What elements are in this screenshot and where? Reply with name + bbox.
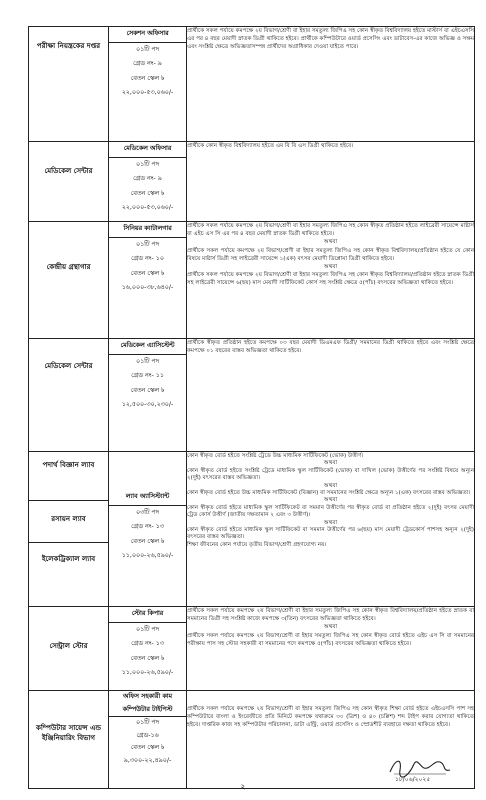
qualification-text: কোন স্বীকৃত বোর্ড হইতে মাধ্যমিক স্কুল সার্টিফিকেট বা সমমান উত্তীর্ণের পর স্বীকৃত বোর্ড বা প্রতিষ্ঠান হইতে ২(দুই) বৎসর মেয়াদী ট্রেড কোর্স উত্তীর্ণ (জাতীয় দক্ষতামান ২ এবং ৩ উত্তীর্ণ)। — [187, 504, 474, 519]
post-name: মেডিকেল অফিসার — [123, 145, 172, 152]
post-grade: গ্রেড নং- ১৩ — [131, 640, 164, 647]
post-name: মেডিকেল এ্যাসিস্টেন্ট — [120, 342, 175, 349]
qualification-cell — [187, 222, 475, 339]
chemistry-lab-label: রসায়ন ল্যাব — [51, 515, 86, 523]
qualification-text: প্রার্থীকে সকল পর্যায়ে কমপক্ষে ২য় বিভাগ/শ্রেণী বা ইহার সমতুল্য জিপিএ সহ কোন স্বীকৃত বিশ্ববিদ্যালয়/প্রতিষ্ঠান হইতে স্নাতক বা সমমানের ডিগ্রী সহ সংশ্লিষ্ট কাজে কমপক্ষে ৩(তিন) বৎসরের অভিজ্ঞতা থাকিতে হইবে। — [187, 608, 474, 623]
qualification-text: কোন স্বীকৃত বোর্ড হইতে সংশ্লিষ্ট ট্রেডে উচ্চ মাধ্যমিক সার্টিফিকেট (ভোক) উত্তীর্ণ। — [187, 453, 364, 459]
table-row — [29, 607, 475, 691]
or-separator: অথবা — [323, 519, 338, 526]
pay-scale-label: বেতন স্কেল ৳ — [130, 744, 165, 751]
department-stack — [29, 452, 109, 607]
department-cell: মেডিকেল সেন্টার — [44, 362, 93, 370]
post-name: সেকশন অফিসার — [126, 30, 169, 37]
qualification-text: কোন স্বীকৃত বোর্ড হইতে মাধ্যমিক স্কুল সার্টিফিকেট বা সমমান উত্তীর্ণের পর ৬(ছয়) মাস মেয়াদী ট্রেডকোর্স পাশসহ অন্যূন ২(দুই) বৎসরের বাস্তব অভিজ্ঞতা। — [187, 527, 474, 541]
job-table — [28, 26, 475, 789]
pay-scale: ১১,০০০-২৬,৫৯০/- — [121, 669, 174, 676]
qualification-text: কোন স্বীকৃত বোর্ড হইতে উচ্চ মাধ্যমিক সার্টিফিকেট (বিজ্ঞান) বা সমমানের সংশ্লিষ্ট ক্ষেত্রে অন্যূন ১(এক) বৎসরের বাস্তব অভিজ্ঞতা। — [187, 490, 471, 497]
pay-scale-label: বেতন স্কেল ৳ — [130, 269, 165, 277]
divider — [29, 500, 108, 501]
table-row — [29, 27, 475, 142]
post-count: ০১টি পদ — [109, 622, 186, 638]
post-grade: গ্রেড নং- ১০ — [131, 255, 164, 262]
post-cell — [109, 27, 187, 142]
electrical-lab-label: ইলেকট্রিক্যাল ল্যাব — [41, 555, 96, 563]
post-count: ০১টি পদ — [109, 237, 186, 253]
qualification-text: প্রার্থীকে সকল পর্যায়ে কমপক্ষে ২য় বিভাগ/শ্রেণী বা ইহার সমতুল্য জিপিএ সহ কোন স্বীকৃত প্রতিষ্ঠান হইতে লাইব্রেরী সায়েন্সে মাষ্টার্স বা এইচ এস সি এর পর ৪ বছর মেয়াদী স্নাতক ডিগ্রী থাকিতে হইবে। — [187, 223, 474, 238]
qualification-text: প্রার্থীকে কোন স্বীকৃত বিশ্ববিদ্যালয় হইতে এম বি বি এস ডিগ্রী থাকিতে হইবে। — [187, 143, 354, 149]
or-separator: অথবা — [323, 482, 338, 489]
qualification-cell — [187, 607, 475, 691]
department-cell: কম্পিউটার সায়েন্স এন্ড ইঞ্জিনিয়ারিং বিভাগ — [35, 724, 102, 742]
post-cell — [109, 691, 187, 789]
post-count: ০১টি পদ — [109, 716, 186, 730]
pay-scale: ২২,০০০-৫৩,০৬০/- — [121, 89, 174, 96]
qualification-text: প্রার্থীকে সকল পর্যায়ে কমপক্ষে ২য় বিভাগ/শ্রেণী বা ইহার সমতুল্য জিপিএ সহ কোন স্বীকৃত বিশ্ববিদ্যালয়/প্রতিষ্ঠান হইতে স্নাতক ডিগ্রী সহ লাইব্রেরী সায়েন্সে ৬(ছয়) মাস মেয়াদী সার্টিফিকেট কোর্স সহ সংশ্লিষ্ট ক্ষেত্রে ৫(পাঁচ) বৎসরের অভিজ্ঞতা থাকিতে হইবে। — [187, 272, 474, 287]
post-name: স্টোর কিপার — [131, 610, 164, 617]
table-row — [29, 339, 475, 452]
table-row — [29, 142, 475, 222]
page-number: ২ — [240, 782, 246, 791]
pay-scale-label: বেতন স্কেল ৳ — [130, 189, 165, 197]
pay-scale: ১৬,০০০-৩৮,৬৪০/- — [121, 284, 174, 291]
post-count: ০১টি পদ — [109, 354, 186, 370]
table-row — [29, 452, 475, 607]
or-separator: অথবা — [323, 497, 338, 504]
qualification-cell — [187, 339, 475, 452]
post-count: ০৩টি পদ — [109, 505, 186, 521]
divider — [29, 542, 108, 543]
signature-date: ১৮/০৬/২০২৫ — [395, 776, 431, 783]
post-cell — [109, 222, 187, 339]
pay-scale: ৯,৩০০-২২,৪৯০/- — [123, 756, 172, 764]
pay-scale-label: বেতন স্কেল ৳ — [130, 537, 165, 545]
pay-scale-label: বেতন স্কেল ৳ — [130, 74, 165, 82]
qualification-text: কোন স্বীকৃত বোর্ড হইতে সংশ্লিষ্ট ট্রেডে মাধ্যমিক স্কুল সার্টিফিকেট (ভোক) বা দাখিল (ভোক) উত্তীর্ণের পর সংশ্লিষ্ট বিষয়ে অন্যূন ২(দুই) বৎসরের বাস্তব অভিজ্ঞতা। — [187, 467, 474, 482]
qualification-cell — [187, 452, 475, 607]
post-name: সিনিয়র ক্যাটালগার — [123, 225, 172, 232]
qualification-cell — [187, 27, 475, 142]
qualification-text: প্রার্থীকে সকল পর্যায়ে কমপক্ষে ২য় বিভাগ/শ্রেণী বা ইহার সমতুল্য জিপিএ সহ কোন স্বীকৃত শিক্ষা বোর্ড হইতে এইচএসসি পাশ সহ কম্পিউটারে বাংলা ও ইংরেজীতে প্রতি মিনিটে কমপক্ষে যথাক্রমে ৩০ (ত্রিশ) ও ৪০ (চল্লিশ) শব্দ টাইপ করার যোগ্যতা থাকিতে হইবে। দাপ্তরিক কাজ সহ কম্পিউটার পরিচালনা, ডাটা এন্ট্রি, ওয়ার্ড প্রসেসিং ও স্প্রেডশীট ব্যবহারে দক্ষতা থাকিতে হইবে। — [187, 706, 474, 729]
table-row — [29, 222, 475, 339]
or-separator: অথবা — [323, 624, 338, 631]
pay-scale: ২২,০০০-৫৩,০৬০/- — [121, 204, 174, 211]
post-cell — [109, 339, 187, 452]
department-cell: সেন্ট্রাল স্টোর — [49, 642, 88, 650]
or-separator: অথবা — [323, 264, 338, 271]
or-separator: অথবা — [323, 239, 338, 246]
qualification-text: প্রার্থীকে স্বীকৃত প্রতিষ্ঠান হইতে কমপক্ষে ০৩ বছর মেয়াদী ডিএমএফ ডিগ্রী/ সমমানের ডিগ্রী থাকিতে হইবে এবং সংশ্লিষ্ট ক্ষেত্রে কমপক্ষে ০১ বছরের বাস্তব অভিজ্ঞতা থাকিতে হইবে। — [187, 340, 474, 355]
post-grade: গ্রেড-১৬ — [136, 731, 159, 739]
qualification-text: প্রার্থীকে সকল পর্যায়ে কমপক্ষে ২য় বিভাগ/শ্রেণী বা ইহার সমতুল্য জিপিএ সহ কোন স্বীকৃত বোর্ড হইতে এইচ এস সি বা সমমানের পরীক্ষায় পাস সহ স্টোর সহকারী বা সমমানের পদে কমপক্ষে ৫(পাঁচ) বৎসরের অভিজ্ঞতা থাকিতে হইবে। — [187, 632, 474, 647]
pay-scale: ১২,৫০০-৩০,২৩০/- — [121, 401, 174, 408]
post-count: ০১টি পদ — [109, 42, 186, 58]
post-grade: গ্রেড নং- ৯ — [133, 175, 162, 182]
pay-scale-label: বেতন স্কেল ৳ — [130, 654, 165, 662]
or-separator: অথবা — [323, 460, 338, 467]
post-cell — [109, 452, 187, 607]
post-count: ০১টি পদ — [109, 157, 186, 173]
post-grade: গ্রেড নং- ১১ — [131, 372, 164, 379]
qualification-text: প্রার্থীকে সকল পর্যায়ে কমপক্ষে ২য় বিভাগ/শ্রেণী বা ইহার সমতুল্য জিপিএ সহ কোন স্বীকৃত বিশ্ববিদ্যালয় হইতে মাস্টার্স বা এইচএসসি এর পর ৪ বছর মেয়াদী স্নাতক ডিগ্রী থাকিতে হইবে। প্রার্থীকে কম্পিউটারে ওয়ার্ড প্রসেসিং এবং ডাটাবেস-এর কাজে অভিজ্ঞ ও সক্ষম এবং সংশ্লিষ্ট ক্ষেত্রে অভিজ্ঞতাসম্পন্ন প্রার্থীদের অগ্রাধিকার দেওয়া যাইতে পারে। — [187, 28, 474, 51]
qualification-note: শিক্ষা জীবনের কোন পর্যায়ে তৃতীয় বিভাগ/শ্রেণী গ্রহণযোগ্য নয়। — [187, 541, 327, 548]
qualification-text: প্রার্থীকে সকল পর্যায়ে কমপক্ষে ২য় বিভাগ/শ্রেণী বা ইহার সমতুল্য জিপিএ সহ কোন স্বীকৃত বিশ্ববিদ্যালয়/প্রতিষ্ঠান হইতে যে কোন বিষয়ে মাষ্টার্স ডিগ্রী সহ লাইব্রেরী সায়েন্সে ১(এক) বৎসর মেয়াদী ডিপ্লোমা ডিগ্রী থাকিতে হইবে। — [187, 247, 474, 262]
physics-lab-label: পদার্থ বিজ্ঞান ল্যাব — [42, 461, 95, 469]
department-cell: মেডিকেল সেন্টার — [44, 167, 93, 175]
post-name: অফিস সহকারী কাম কম্পিউটার টাইপিস্ট — [122, 693, 173, 713]
post-grade: গ্রেড নং- ৯ — [133, 60, 162, 67]
pay-scale: ১১,০০০-২৬,৫৯০/- — [121, 552, 174, 559]
department-cell: কেন্দ্রীয় গ্রন্থাগার — [46, 263, 91, 271]
qualification-cell — [187, 142, 475, 222]
post-name: ল্যাব অ্যাসিস্ট্যান্ট — [125, 493, 170, 500]
department-cell: পরীক্ষা নিয়ন্ত্রকের দপ্তর — [36, 42, 101, 50]
post-cell — [109, 607, 187, 691]
post-cell — [109, 142, 187, 222]
pay-scale-label: বেতন স্কেল ৳ — [130, 386, 165, 394]
post-grade: গ্রেড নং- ১৩ — [131, 523, 164, 530]
